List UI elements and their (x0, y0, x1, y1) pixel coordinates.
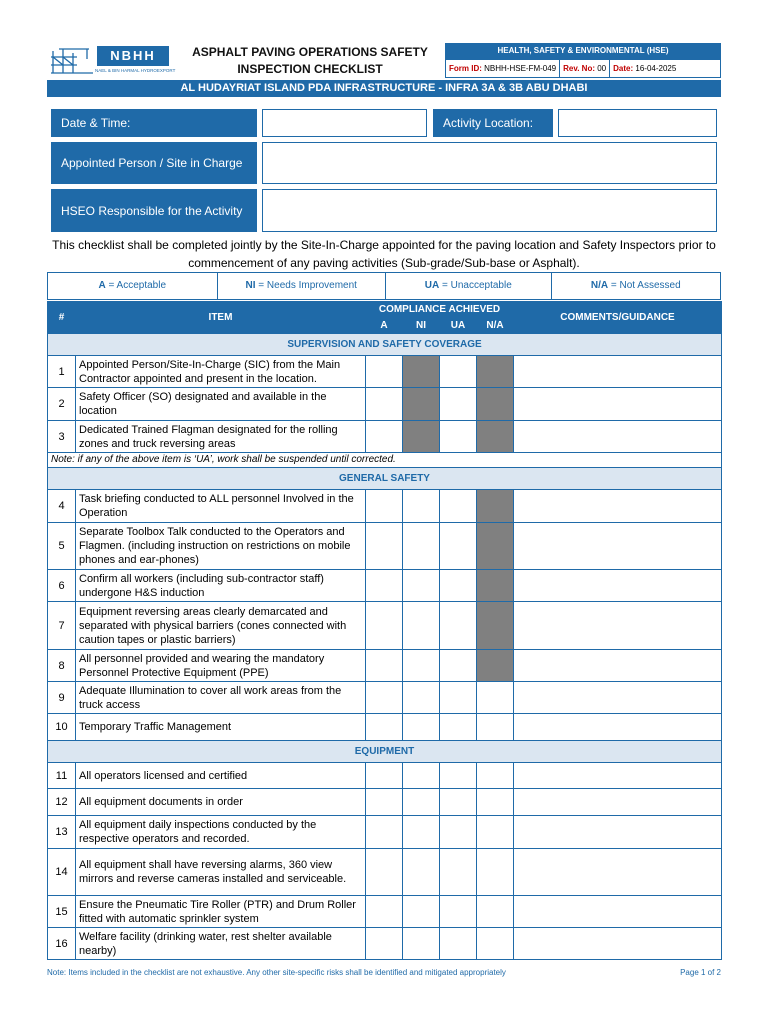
cell-comments[interactable] (514, 928, 722, 960)
cell-comments[interactable] (514, 714, 722, 741)
cell-ni[interactable] (403, 849, 440, 896)
activity-location-label: Activity Location: (433, 109, 553, 137)
activity-location-field[interactable] (558, 109, 717, 137)
cell-a[interactable] (366, 490, 403, 523)
col-a-header: A (366, 318, 403, 334)
title-line-2: INSPECTION CHECKLIST (237, 62, 383, 76)
legend-unacceptable: UA = Unacceptable (386, 273, 552, 299)
item-number: 15 (48, 896, 76, 928)
section-supervision: SUPERVISION AND SAFETY COVERAGE (48, 334, 722, 356)
item-text: Welfare facility (drinking water, rest shelter available nearby) (76, 928, 366, 960)
cell-ua[interactable] (440, 650, 477, 682)
table-row (48, 490, 722, 523)
cell-comments[interactable] (514, 816, 722, 849)
appointed-person-field[interactable] (262, 142, 717, 184)
cell-comments[interactable] (514, 789, 722, 816)
cell-ni-disabled (403, 388, 440, 421)
checklist-table (47, 301, 722, 960)
item-number: 2 (48, 388, 76, 421)
date-time-field[interactable] (262, 109, 427, 137)
cell-na-disabled (477, 523, 514, 570)
item-text: Separate Toolbox Talk conducted to the Operators and Flagmen. (including instruction on restrictions on mobile phones and ear-phones) (76, 523, 366, 570)
table-row (48, 602, 722, 650)
section-row (48, 741, 722, 763)
cell-a[interactable] (366, 602, 403, 650)
cell-na[interactable] (477, 816, 514, 849)
col-na-header: N/A (477, 318, 514, 334)
cell-a[interactable] (366, 650, 403, 682)
scaffold-logo-icon (49, 45, 95, 75)
cell-ni[interactable] (403, 602, 440, 650)
col-item-header: ITEM (76, 302, 366, 334)
footer-note: Note: Items included in the checklist are not exhaustive. Any other site-specific risks shall be identified and mitigated appropriately (47, 968, 506, 977)
table-row (48, 388, 722, 421)
date-value: 16-04-2025 (635, 64, 677, 73)
cell-ua[interactable] (440, 356, 477, 388)
cell-ni[interactable] (403, 490, 440, 523)
cell-na[interactable] (477, 714, 514, 741)
legend-needs-improvement: NI = Needs Improvement (218, 273, 387, 299)
form-id-value: NBHH-HSE-FM-049 (484, 64, 557, 73)
cell-a[interactable] (366, 928, 403, 960)
note-row (48, 453, 722, 468)
cell-ni[interactable] (403, 928, 440, 960)
table-row (48, 928, 722, 960)
item-text: Appointed Person/Site-In-Charge (SIC) from the Main Contractor appointed and present in the location. (76, 356, 366, 388)
date-time-label: Date & Time: (51, 109, 257, 137)
cell-ni[interactable] (403, 763, 440, 789)
item-text: Dedicated Trained Flagman designated for the rolling zones and truck reversing areas (76, 421, 366, 453)
cell-a[interactable] (366, 896, 403, 928)
col-compliance-header: COMPLIANCE ACHIEVED (366, 302, 514, 318)
cell-na[interactable] (477, 896, 514, 928)
item-number: 10 (48, 714, 76, 741)
cell-ua[interactable] (440, 849, 477, 896)
item-number: 9 (48, 682, 76, 714)
section-row (48, 334, 722, 356)
cell-na[interactable] (477, 849, 514, 896)
item-number: 12 (48, 789, 76, 816)
table-row (48, 816, 722, 849)
table-row (48, 849, 722, 896)
hse-title: HEALTH, SAFETY & ENVIRONMENTAL (HSE) (445, 43, 721, 59)
compliance-legend (47, 272, 721, 300)
date-label: Date: (613, 64, 634, 73)
cell-ua[interactable] (440, 421, 477, 453)
table-row (48, 570, 722, 602)
item-text: Safety Officer (SO) designated and available in the location (76, 388, 366, 421)
table-row (48, 714, 722, 741)
table-row (48, 523, 722, 570)
cell-ua[interactable] (440, 896, 477, 928)
intro-text: This checklist shall be completed jointly by the Site-In-Charge appointed for the paving location and Safety Inspectors prior to commencement of any paving activities (Sub-grade/Sub-base or Asphalt). (52, 238, 716, 270)
cell-ua[interactable] (440, 789, 477, 816)
section-general-safety: GENERAL SAFETY (48, 468, 722, 490)
item-text: All operators licensed and certified (76, 763, 366, 789)
item-text: All equipment daily inspections conducted by the respective operators and recorded. (76, 816, 366, 849)
cell-ni[interactable] (403, 523, 440, 570)
cell-ni[interactable] (403, 789, 440, 816)
col-ua-header: UA (440, 318, 477, 334)
hseo-label: HSEO Responsible for the Activity (51, 189, 257, 232)
col-comments-header: COMMENTS/GUIDANCE (514, 302, 722, 334)
item-text: Confirm all workers (including sub-contractor staff) undergone H&S induction (76, 570, 366, 602)
cell-comments[interactable] (514, 682, 722, 714)
cell-na-disabled (477, 421, 514, 453)
item-number: 7 (48, 602, 76, 650)
item-text: All personnel provided and wearing the mandatory Personnel Protective Equipment (PPE) (76, 650, 366, 682)
cell-na-disabled (477, 570, 514, 602)
rev-cell (560, 60, 610, 77)
cell-a[interactable] (366, 849, 403, 896)
form-meta (445, 59, 721, 78)
item-number: 11 (48, 763, 76, 789)
cell-comments[interactable] (514, 602, 722, 650)
cell-na-disabled (477, 650, 514, 682)
cell-ni-disabled (403, 356, 440, 388)
item-text: Adequate Illumination to cover all work areas from the truck access (76, 682, 366, 714)
item-text: Task briefing conducted to ALL personnel Involved in the Operation (76, 490, 366, 523)
col-ni-header: NI (403, 318, 440, 334)
cell-a[interactable] (366, 682, 403, 714)
cell-comments[interactable] (514, 849, 722, 896)
cell-ni[interactable] (403, 714, 440, 741)
cell-na-disabled (477, 388, 514, 421)
cell-a[interactable] (366, 763, 403, 789)
item-number: 5 (48, 523, 76, 570)
item-number: 14 (48, 849, 76, 896)
item-number: 16 (48, 928, 76, 960)
rev-label: Rev. No: (563, 64, 595, 73)
table-row (48, 421, 722, 453)
table-row (48, 789, 722, 816)
item-number: 4 (48, 490, 76, 523)
cell-ni[interactable] (403, 816, 440, 849)
cell-ua[interactable] (440, 816, 477, 849)
item-text: All equipment shall have reversing alarms, 360 view mirrors and reverse cameras installed and serviceable. (76, 849, 366, 896)
cell-ua[interactable] (440, 682, 477, 714)
cell-a[interactable] (366, 356, 403, 388)
cell-comments[interactable] (514, 388, 722, 421)
cell-na-disabled (477, 490, 514, 523)
form-id-label: Form ID: (449, 64, 482, 73)
cell-comments[interactable] (514, 490, 722, 523)
date-cell (610, 60, 679, 77)
item-text: Equipment reversing areas clearly demarcated and separated with physical barriers (cones connected with caution tapes or plastic barriers) (76, 602, 366, 650)
hseo-field[interactable] (262, 189, 717, 232)
item-number: 13 (48, 816, 76, 849)
cell-a[interactable] (366, 421, 403, 453)
cell-a[interactable] (366, 816, 403, 849)
cell-ua[interactable] (440, 523, 477, 570)
cell-ua[interactable] (440, 928, 477, 960)
table-header-row (48, 302, 722, 318)
cell-comments[interactable] (514, 896, 722, 928)
cell-a[interactable] (366, 570, 403, 602)
cell-a[interactable] (366, 789, 403, 816)
cell-ni[interactable] (403, 650, 440, 682)
project-title: AL HUDAYRIAT ISLAND PDA INFRASTRUCTURE - INFRA 3A & 3B ABU DHABI (47, 80, 721, 97)
cell-na[interactable] (477, 789, 514, 816)
cell-comments[interactable] (514, 356, 722, 388)
cell-a[interactable] (366, 523, 403, 570)
section-row (48, 468, 722, 490)
cell-na[interactable] (477, 763, 514, 789)
cell-na[interactable] (477, 928, 514, 960)
item-text: Ensure the Pneumatic Tire Roller (PTR) and Drum Roller fitted with automatic sprinkler system (76, 896, 366, 928)
item-number: 1 (48, 356, 76, 388)
cell-na-disabled (477, 356, 514, 388)
cell-comments[interactable] (514, 763, 722, 789)
page-number: Page 1 of 2 (680, 968, 721, 977)
title-line-1: ASPHALT PAVING OPERATIONS SAFETY (192, 45, 428, 59)
cell-a[interactable] (366, 714, 403, 741)
item-number: 8 (48, 650, 76, 682)
item-text: All equipment documents in order (76, 789, 366, 816)
cell-ua[interactable] (440, 714, 477, 741)
cell-ua[interactable] (440, 602, 477, 650)
item-number: 3 (48, 421, 76, 453)
cell-comments[interactable] (514, 421, 722, 453)
cell-ua[interactable] (440, 763, 477, 789)
cell-ua[interactable] (440, 570, 477, 602)
legend-acceptable: A = Acceptable (48, 273, 218, 299)
document-header (47, 43, 721, 78)
cell-ua[interactable] (440, 388, 477, 421)
document-title (179, 44, 441, 78)
cell-ni[interactable] (403, 682, 440, 714)
cell-comments[interactable] (514, 523, 722, 570)
cell-ua[interactable] (440, 490, 477, 523)
appointed-person-label: Appointed Person / Site in Charge (51, 142, 257, 184)
table-row (48, 682, 722, 714)
cell-ni[interactable] (403, 896, 440, 928)
item-text: Temporary Traffic Management (76, 714, 366, 741)
cell-ni-disabled (403, 421, 440, 453)
table-row (48, 763, 722, 789)
cell-a[interactable] (366, 388, 403, 421)
cell-na[interactable] (477, 682, 514, 714)
cell-comments[interactable] (514, 570, 722, 602)
form-id-cell (446, 60, 560, 77)
cell-na-disabled (477, 602, 514, 650)
table-row (48, 650, 722, 682)
table-row (48, 896, 722, 928)
logo-subtext: NAEL & BIN HARMAL HYDROEXPORT (95, 68, 176, 73)
item-number: 6 (48, 570, 76, 602)
table-row (48, 356, 722, 388)
col-num-header: # (48, 302, 76, 334)
rev-value: 00 (597, 64, 607, 73)
suspension-note: Note: if any of the above item is ‘UA’, work shall be suspended until corrected. (48, 453, 722, 468)
cell-comments[interactable] (514, 650, 722, 682)
logo-wordmark: NBHH (97, 46, 169, 66)
legend-not-assessed: N/A = Not Assessed (590, 280, 681, 291)
company-logo (47, 43, 177, 78)
section-equipment: EQUIPMENT (48, 741, 722, 763)
cell-ni[interactable] (403, 570, 440, 602)
